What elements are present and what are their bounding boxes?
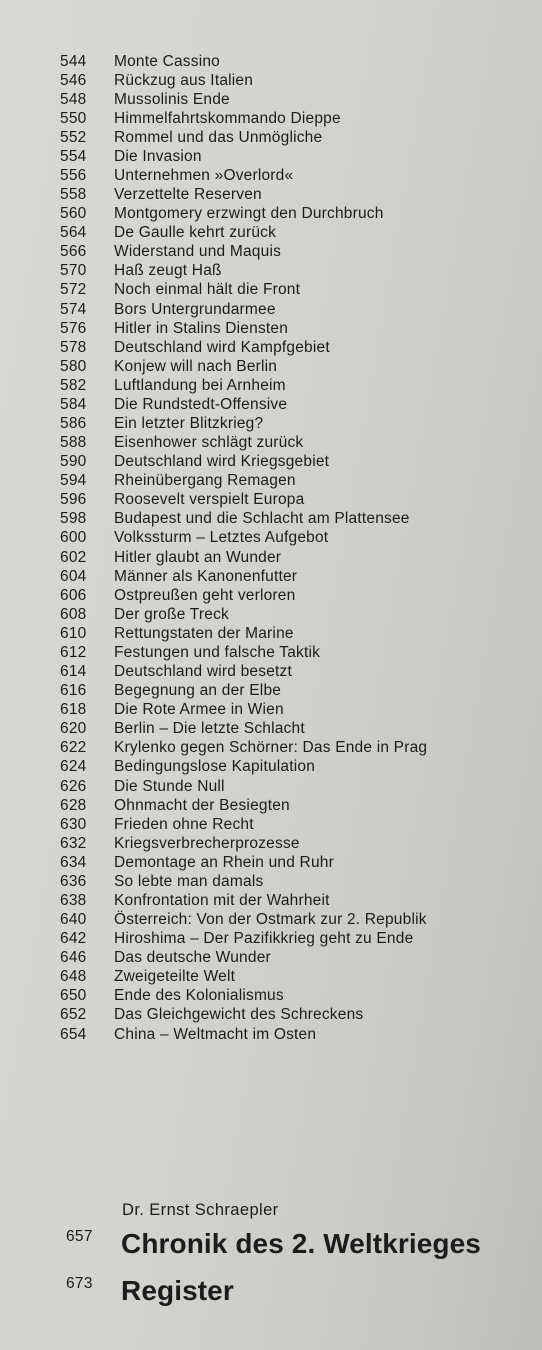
toc-entry [60, 338, 530, 357]
toc-title: Die Rundstedt-Offensive [114, 395, 288, 413]
toc-page-number: 628 [60, 796, 87, 814]
section-page-number: 673 [66, 1275, 93, 1292]
toc-title: Rheinübergang Remagen [114, 472, 296, 490]
toc-page-number: 646 [60, 949, 87, 967]
toc-title: Berlin – Die letzte Schlacht [114, 720, 305, 738]
toc-page-number: 548 [60, 90, 87, 108]
toc-entry [60, 548, 530, 567]
toc-title: Deutschland wird Kriegsgebiet [114, 453, 330, 471]
toc-entry [60, 205, 530, 224]
toc-title: Volkssturm – Letztes Aufgebot [114, 529, 329, 547]
toc-title: Mussolinis Ende [114, 90, 230, 108]
toc-page-number: 580 [60, 357, 87, 375]
toc-title: Das deutsche Wunder [114, 949, 271, 967]
toc-entry [60, 834, 530, 853]
toc-entry [60, 930, 530, 949]
table-of-contents [60, 52, 530, 1044]
toc-title: Verzettelte Reserven [114, 186, 262, 204]
toc-title: Hitler glaubt an Wunder [114, 548, 282, 566]
toc-title: Bors Untergrundarmee [114, 300, 276, 318]
toc-title: Ende des Kolonialismus [114, 987, 284, 1005]
toc-page-number: 564 [60, 224, 87, 242]
toc-entry [60, 586, 530, 605]
toc-title: Ostpreußen geht verloren [114, 586, 296, 604]
toc-page-number: 576 [60, 319, 87, 337]
toc-entry [60, 395, 530, 414]
toc-entry [60, 968, 530, 987]
toc-entry [60, 911, 530, 930]
toc-title: Haß zeugt Haß [114, 262, 222, 280]
toc-page-number: 642 [60, 930, 87, 948]
toc-entry [60, 853, 530, 872]
toc-page-number: 610 [60, 624, 87, 642]
toc-title: Zweigeteilte Welt [114, 968, 236, 986]
toc-title: Krylenko gegen Schörner: Das Ende in Prag [114, 739, 428, 757]
toc-title: Die Invasion [114, 147, 202, 165]
toc-page-number: 634 [60, 853, 87, 871]
toc-page-number: 544 [60, 52, 87, 70]
toc-page-number: 636 [60, 872, 87, 890]
toc-title: Monte Cassino [114, 52, 220, 70]
toc-page-number: 622 [60, 739, 87, 757]
toc-page-number: 550 [60, 109, 87, 127]
toc-entry [60, 300, 530, 319]
toc-entry [60, 109, 530, 128]
toc-entry [60, 224, 530, 243]
toc-page-number: 654 [60, 1025, 87, 1043]
toc-entry [60, 453, 530, 472]
toc-page-number: 600 [60, 529, 87, 547]
toc-title: Rommel und das Unmögliche [114, 128, 323, 146]
toc-title: De Gaulle kehrt zurück [114, 224, 277, 242]
toc-title: Deutschland wird besetzt [114, 663, 292, 681]
toc-title: Unternehmen »Overlord« [114, 167, 294, 184]
toc-page-number: 560 [60, 205, 87, 223]
toc-page-number: 552 [60, 128, 87, 146]
toc-entry [60, 891, 530, 910]
toc-title: Ohnmacht der Besiegten [114, 796, 290, 814]
toc-page-number: 616 [60, 682, 87, 700]
toc-title: Frieden ohne Recht [114, 815, 254, 833]
toc-page-number: 566 [60, 243, 87, 261]
toc-page-number: 632 [60, 834, 87, 852]
toc-title: Luftlandung bei Arnheim [114, 376, 286, 394]
toc-page-number: 624 [60, 758, 87, 776]
toc-page-number: 598 [60, 510, 87, 528]
toc-entry [60, 720, 530, 739]
toc-page-number: 556 [60, 167, 87, 184]
toc-entry [60, 1025, 530, 1044]
toc-entry [60, 472, 530, 491]
toc-entry [60, 872, 530, 891]
toc-entry [60, 624, 530, 643]
toc-title: Rettungstaten der Marine [114, 624, 294, 642]
section-title: Register [121, 1275, 234, 1306]
toc-entry [60, 796, 530, 815]
toc-title: Begegnung an der Elbe [114, 682, 282, 700]
toc-entry [60, 605, 530, 624]
toc-page-number: 606 [60, 586, 87, 604]
toc-page-number: 572 [60, 281, 87, 299]
toc-page-number: 554 [60, 147, 87, 165]
toc-title: Roosevelt verspielt Europa [114, 491, 305, 509]
toc-page-number: 588 [60, 434, 87, 452]
toc-title: Deutschland wird Kampfgebiet [114, 338, 330, 356]
toc-title: Eisenhower schlägt zurück [114, 434, 304, 452]
toc-entry [60, 128, 530, 147]
toc-title: Männer als Kanonenfutter [114, 567, 298, 585]
toc-entry [60, 777, 530, 796]
toc-page-number: 626 [60, 777, 87, 795]
toc-page-number: 582 [60, 376, 87, 394]
toc-title: China – Weltmacht im Osten [114, 1025, 317, 1043]
toc-entry [60, 243, 530, 262]
toc-title: Rückzug aus Italien [114, 71, 254, 89]
toc-title: Das Gleichgewicht des Schreckens [114, 1006, 364, 1024]
toc-entry [60, 529, 530, 548]
toc-page-number: 590 [60, 453, 87, 471]
toc-title: Festungen und falsche Taktik [114, 643, 321, 661]
author-name: Dr. Ernst Schraepler [122, 1201, 279, 1219]
toc-entry [60, 281, 530, 300]
toc-entry [60, 71, 530, 90]
toc-page-number: 640 [60, 911, 87, 929]
toc-page-number: 602 [60, 548, 87, 566]
toc-page-number: 596 [60, 491, 87, 509]
toc-entry [60, 319, 530, 338]
toc-title: So lebte man damals [114, 872, 264, 890]
toc-entry [60, 434, 530, 453]
toc-title: Konjew will nach Berlin [114, 357, 278, 375]
toc-entry [60, 1006, 530, 1025]
toc-title: Die Stunde Null [114, 777, 225, 795]
toc-title: Der große Treck [114, 605, 229, 623]
toc-entry [60, 414, 530, 433]
toc-entry [60, 147, 530, 166]
section-page-number: 657 [66, 1228, 93, 1245]
toc-page-number: 630 [60, 815, 87, 833]
toc-entry [60, 186, 530, 205]
toc-title: Himmelfahrtskommando Dieppe [114, 109, 341, 127]
toc-entry [60, 357, 530, 376]
toc-title: Bedingungslose Kapitulation [114, 758, 316, 776]
toc-entry [60, 701, 530, 720]
toc-page-number: 612 [60, 643, 87, 661]
toc-page-number: 614 [60, 663, 87, 681]
toc-entry [60, 52, 530, 71]
toc-entry [60, 949, 530, 968]
toc-title: Noch einmal hält die Front [114, 281, 301, 299]
toc-title: Demontage an Rhein und Ruhr [114, 853, 334, 871]
toc-entry [60, 643, 530, 662]
toc-page-number: 586 [60, 415, 87, 433]
toc-page-number: 604 [60, 567, 87, 585]
section-title: Chronik des 2. Weltkrieges [121, 1228, 481, 1259]
toc-page-number: 558 [60, 186, 87, 204]
toc-title: Widerstand und Maquis [114, 243, 282, 261]
toc-entry [60, 262, 530, 281]
toc-title: Österreich: Von der Ostmark zur 2. Republik [114, 911, 427, 929]
toc-entry [60, 663, 530, 682]
toc-entry [60, 166, 530, 185]
toc-page-number: 618 [60, 701, 87, 719]
toc-entry [60, 815, 530, 834]
toc-page-number: 570 [60, 262, 87, 280]
toc-page-number: 594 [60, 472, 87, 490]
toc-title: Hitler in Stalins Diensten [114, 319, 289, 337]
toc-title: Konfrontation mit der Wahrheit [114, 891, 330, 909]
toc-page-number: 608 [60, 605, 87, 623]
toc-page-number: 578 [60, 338, 87, 356]
toc-page-number: 620 [60, 720, 87, 738]
toc-title: Die Rote Armee in Wien [114, 701, 284, 719]
toc-entry [60, 682, 530, 701]
toc-entry [60, 90, 530, 109]
toc-entry [60, 739, 530, 758]
toc-page-number: 638 [60, 891, 87, 909]
toc-entry [60, 987, 530, 1006]
toc-page-number: 650 [60, 987, 87, 1005]
toc-entry [60, 567, 530, 586]
toc-page-number: 546 [60, 71, 87, 89]
toc-page-number: 574 [60, 300, 87, 318]
toc-title: Montgomery erzwingt den Durchbruch [114, 205, 384, 223]
toc-entry [60, 758, 530, 777]
toc-title: Kriegsverbrecherprozesse [114, 834, 300, 852]
toc-page-number: 652 [60, 1006, 87, 1024]
toc-title: Budapest und die Schlacht am Plattensee [114, 510, 410, 528]
toc-title: Ein letzter Blitzkrieg? [114, 415, 264, 433]
toc-page-number: 584 [60, 395, 87, 413]
toc-page-number: 648 [60, 968, 87, 986]
toc-entry [60, 376, 530, 395]
toc-entry [60, 510, 530, 529]
toc-entry [60, 491, 530, 510]
toc-title: Hiroshima – Der Pazifikkrieg geht zu Ende [114, 930, 414, 948]
